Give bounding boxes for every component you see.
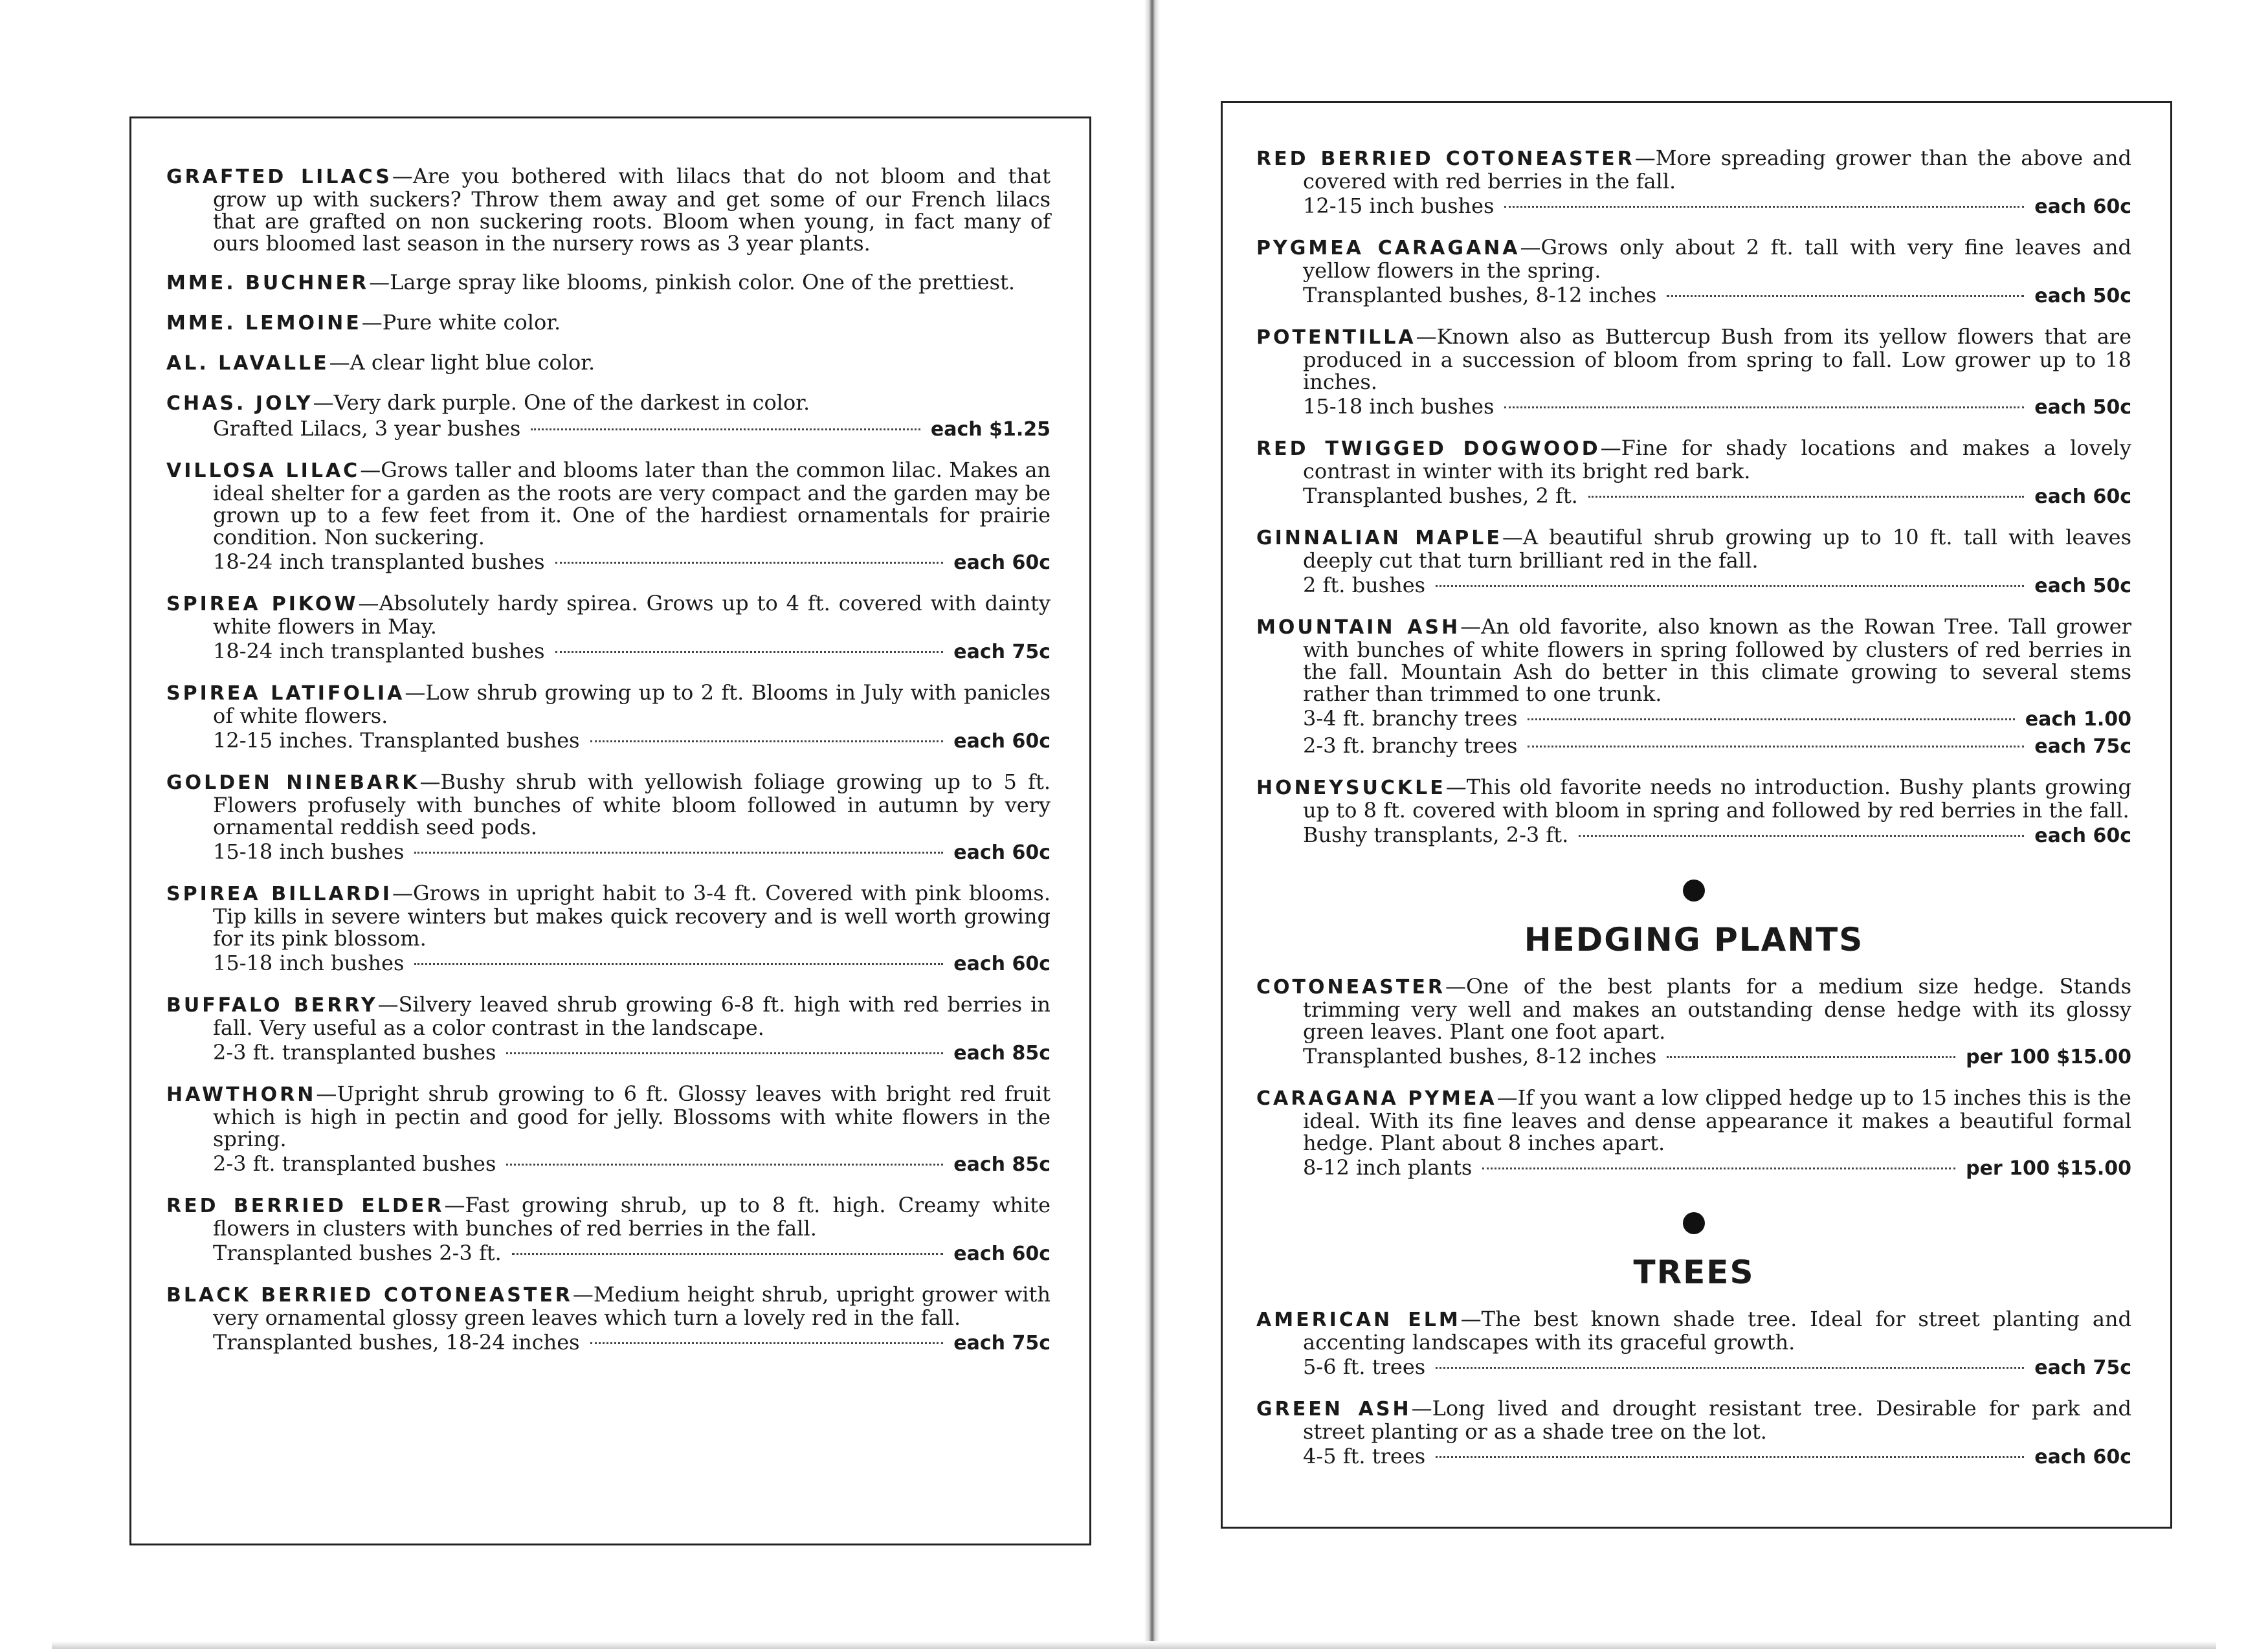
size-label: Transplanted bushes, 18-24 inches [213, 1330, 580, 1355]
size-label: Transplanted bushes, 8-12 inches [1303, 283, 1657, 307]
price-value: each 75c [2034, 1356, 2131, 1379]
plant-description: —If you want a low clipped hedge up to 15 inches this is the ideal. With its fine leaves and dense appearance it makes a beautiful formal hedge. Plant about 8 inches apart. [1303, 1085, 2131, 1155]
size-label: 5-6 ft. trees [1303, 1355, 1426, 1379]
price-value: per 100 $15.00 [1966, 1157, 2131, 1180]
entry-description [166, 459, 1051, 548]
catalog-entry [1256, 236, 2131, 309]
plant-name: VILLOSA LILAC [166, 459, 361, 482]
plant-name: RED TWIGGED DOGWOOD [1256, 437, 1601, 460]
entry-description [166, 311, 1051, 335]
entry-description [166, 1083, 1051, 1150]
entry-description [166, 1194, 1051, 1239]
catalog-entry [1256, 975, 2131, 1070]
dot-leader [531, 428, 920, 430]
size-label: 4-5 ft. trees [1303, 1444, 1426, 1468]
plant-name: SPIREA BILLARDI [166, 883, 392, 905]
size-label: 18-24 inch transplanted bushes [213, 549, 545, 574]
plant-name: PYGMEA CARAGANA [1256, 237, 1520, 260]
hedging-plants-list [1256, 975, 2131, 1181]
catalog-entry [166, 681, 1051, 754]
entry-description [1256, 526, 2131, 571]
catalog-entry [166, 351, 1051, 375]
plant-name: COTONEASTER [1256, 976, 1445, 999]
dot-leader [1667, 295, 2024, 297]
price-line [213, 1330, 1051, 1356]
dot-leader [590, 1342, 944, 1344]
dot-leader [1504, 406, 2024, 408]
price-line [213, 549, 1051, 575]
size-label: 12-15 inch bushes [1303, 194, 1495, 218]
dot-leader [1528, 718, 2014, 720]
catalog-entry [166, 1283, 1051, 1356]
entry-description [166, 165, 1051, 254]
dot-leader [555, 562, 944, 564]
catalog-entry [166, 882, 1051, 977]
price-line [1303, 733, 2131, 759]
plant-description: —Medium height shrub, upright grower with very ornamental glossy green leaves which turn a lovely red in the fall. [213, 1282, 1051, 1330]
size-label: 2 ft. bushes [1303, 573, 1426, 597]
plant-name: GINNALIAN MAPLE [1256, 527, 1502, 549]
size-label: Bushy transplants, 2-3 ft. [1303, 823, 1569, 847]
book-spine [1144, 0, 1160, 1649]
entry-description [166, 271, 1051, 294]
plant-description: —Grows in upright habit to 3-4 ft. Covered with pink blooms. Tip kills in severe winters but makes quick recovery and is well worth growing for its pink blossom. [213, 881, 1051, 951]
price-value: each 60c [2034, 825, 2131, 847]
plant-name: SPIREA LATIFOLIA [166, 682, 405, 705]
catalog-entry [166, 459, 1051, 575]
price-value: each 85c [953, 1153, 1051, 1176]
size-label: 12-15 inches. Transplanted bushes [213, 728, 580, 753]
price-value: each 85c [953, 1042, 1051, 1065]
dot-leader [506, 1164, 943, 1166]
plant-description: —A beautiful shrub growing up to 10 ft. tall with leaves deeply cut that turn brilliant red in the fall. [1303, 525, 2131, 573]
plant-description: —Long lived and drought resistant tree. Desirable for park and street planting or as a shade tree on the lot. [1303, 1396, 2132, 1444]
price-value: each 50c [2034, 575, 2131, 597]
catalog-entry [166, 271, 1051, 294]
dot-leader [1667, 1056, 1955, 1058]
entry-description [166, 351, 1051, 375]
entry-description [1256, 776, 2131, 821]
price-value: each 75c [953, 1332, 1051, 1355]
price-line [213, 1241, 1051, 1267]
entry-description [166, 592, 1051, 637]
catalog-entry [166, 311, 1051, 335]
catalog-entry [1256, 526, 2131, 599]
price-value: each 60c [953, 1243, 1051, 1265]
price-line [1303, 194, 2131, 219]
plant-description: —Are you bothered with lilacs that do not bloom and that grow up with suckers? Throw them away and get some of our French lilacs that are grafted on non suckering roots. Bloom when young, in fact many of ours bloomed last season in the nursery rows as 3 year plants. [213, 164, 1051, 256]
size-label: Transplanted bushes, 2 ft. [1303, 483, 1578, 508]
plant-description: —More spreading grower than the above and covered with red berries in the fall. [1303, 146, 2131, 194]
catalog-entry [166, 165, 1051, 254]
size-label: 8-12 inch plants [1303, 1155, 1473, 1180]
catalog-entry [166, 771, 1051, 865]
dot-leader [414, 963, 943, 965]
plant-name: RED BERRIED COTONEASTER [1256, 148, 1635, 170]
plant-description: —An old favorite, also known as the Rowan Tree. Tall grower with bunches of white flowers in spring followed by clusters of red berries in the fall. Mountain Ash do better in this climate growing to several stems rather than trimmed to one trunk. [1303, 614, 2131, 706]
catalog-entry [1256, 147, 2131, 219]
plant-name: SPIREA PIKOW [166, 593, 359, 615]
dot-leader [506, 1052, 943, 1054]
plant-name: AMERICAN ELM [1256, 1309, 1461, 1331]
price-line [1303, 706, 2131, 732]
trees-heading: TREES [1633, 1254, 1755, 1291]
plant-description: —Fine for shady locations and makes a lovely contrast in winter with its bright red bark. [1303, 436, 2131, 483]
entry-description [166, 771, 1051, 838]
plant-description: —Very dark purple. One of the darkest in color. [313, 390, 810, 415]
section-bullet-icon [1683, 880, 1705, 902]
price-line [213, 1151, 1051, 1177]
dot-leader [1436, 1367, 2024, 1369]
price-value: each 60c [2034, 1446, 2131, 1468]
plant-description: —Absolutely hardy spirea. Grows up to 4 ft. covered with dainty white flowers in May. [213, 591, 1051, 639]
entry-description [1256, 236, 2131, 282]
price-value: each 60c [953, 730, 1051, 753]
plant-name: MME. BUCHNER [166, 272, 370, 294]
price-value: each 60c [953, 841, 1051, 864]
size-label: 2-3 ft. branchy trees [1303, 733, 1518, 758]
size-label: 3-4 ft. branchy trees [1303, 706, 1518, 731]
plant-name: POTENTILLA [1256, 326, 1416, 349]
size-label: Transplanted bushes 2-3 ft. [213, 1241, 502, 1265]
price-line [213, 416, 1051, 442]
entry-description [166, 993, 1051, 1039]
plant-name: GRAFTED LILACS [166, 166, 392, 188]
entry-description [166, 681, 1051, 727]
plant-description: —Bushy shrub with yellowish foliage growing up to 5 ft. Flowers profusely with bunches of white bloom followed in autumn by very ornamental reddish seed pods. [213, 769, 1051, 839]
dot-leader [512, 1253, 943, 1255]
price-line [213, 728, 1051, 754]
dot-leader [1528, 746, 2024, 747]
dot-leader [1504, 206, 2024, 208]
price-line [213, 639, 1051, 665]
price-value: per 100 $15.00 [1966, 1046, 2131, 1068]
catalog-entry [166, 993, 1051, 1066]
plant-name: AL. LAVALLE [166, 352, 329, 375]
price-line [213, 951, 1051, 977]
plant-description: —Fast growing shrub, up to 8 ft. high. Creamy white flowers in clusters with bunches of red berries in the fall. [213, 1193, 1051, 1241]
plant-name: CARAGANA PYMEA [1256, 1087, 1497, 1110]
plant-description: —This old favorite needs no introduction. Bushy plants growing up to 8 ft. covered with bloom in spring and followed by red berries in the fall. [1303, 775, 2131, 823]
price-line [1303, 1155, 2131, 1181]
price-value: each $1.25 [930, 418, 1051, 441]
plant-description: —Upright shrub growing to 6 ft. Glossy leaves with bright red fruit which is high in pectin and good for jelly. Blossoms with white flowers in the spring. [213, 1081, 1051, 1151]
plant-description: —A clear light blue color. [329, 350, 595, 375]
catalog-entry [166, 1083, 1051, 1177]
plant-name: RED BERRIED ELDER [166, 1195, 445, 1217]
price-line [1303, 823, 2131, 848]
catalog-entry [166, 1194, 1051, 1267]
entry-description [1256, 437, 2131, 482]
catalog-entry [1256, 615, 2131, 759]
dot-leader [414, 852, 943, 854]
size-label: 15-18 inch bushes [1303, 394, 1495, 419]
shrub-list-continued [1256, 147, 2131, 848]
left-page-panel [129, 116, 1091, 1545]
entry-description [166, 1283, 1051, 1329]
price-line [213, 1040, 1051, 1066]
plant-description: —Grows taller and blooms later than the common lilac. Makes an ideal shelter for a garden as the roots are very compact and the garden may be grown up to a few feet from it. One of the hardiest ornamentals for prairie condition. Non suckering. [213, 458, 1051, 549]
plant-name: CHAS. JOLY [166, 392, 313, 415]
plant-description: —Large spray like blooms, pinkish color. One of the prettiest. [369, 270, 1016, 294]
entry-description [1256, 1087, 2131, 1154]
dot-leader [555, 651, 944, 653]
catalog-entry [1256, 1308, 2131, 1380]
price-value: each 60c [2034, 195, 2131, 218]
entry-description [1256, 615, 2131, 705]
plant-description: —Silvery leaved shrub growing 6-8 ft. high with red berries in fall. Very useful as a color contrast in the landscape. [213, 992, 1051, 1040]
price-value: each 60c [953, 953, 1051, 975]
plant-name: BUFFALO BERRY [166, 994, 378, 1017]
catalog-entry [1256, 437, 2131, 509]
plant-name: HAWTHORN [166, 1083, 317, 1106]
price-line [1303, 283, 2131, 309]
price-value: each 75c [953, 641, 1051, 663]
dot-leader [1579, 835, 2024, 837]
section-bullet-icon [1683, 1212, 1705, 1234]
dot-leader [1436, 1456, 2024, 1458]
size-label: 2-3 ft. transplanted bushes [213, 1040, 496, 1065]
entry-description [1256, 147, 2131, 192]
price-line [213, 839, 1051, 865]
entry-description [1256, 1308, 2131, 1353]
price-value: each 75c [2034, 735, 2131, 758]
page-edge-shadow [52, 1641, 2216, 1649]
size-label: 15-18 inch bushes [213, 839, 405, 864]
plant-description: —Grows only about 2 ft. tall with very fine leaves and yellow flowers in the spring. [1303, 235, 2131, 283]
plant-name: GOLDEN NINEBARK [166, 771, 420, 794]
plant-name: BLACK BERRIED COTONEASTER [166, 1284, 573, 1307]
catalog-entry [1256, 1087, 2131, 1181]
price-value: each 60c [953, 551, 1051, 574]
price-line [1303, 1355, 2131, 1380]
catalog-entry [166, 392, 1051, 442]
catalog-entry [1256, 776, 2131, 848]
entry-description [166, 882, 1051, 949]
plant-name: GREEN ASH [1256, 1398, 1412, 1421]
catalog-entry [166, 592, 1051, 665]
plant-name: MME. LEMOINE [166, 312, 362, 335]
plant-description: —Low shrub growing up to 2 ft. Blooms in July with panicles of white flowers. [213, 680, 1051, 728]
dot-leader [1482, 1168, 1955, 1169]
price-value: each 50c [2034, 285, 2131, 307]
size-label: 2-3 ft. transplanted bushes [213, 1151, 496, 1176]
entry-description [1256, 1397, 2131, 1443]
trees-list [1256, 1308, 2131, 1470]
entry-description [1256, 326, 2131, 393]
dot-leader [1436, 585, 2024, 587]
dot-leader [590, 740, 944, 742]
plant-name: HONEYSUCKLE [1256, 777, 1446, 799]
entry-description [166, 392, 1051, 415]
plant-description: —One of the best plants for a medium size hedge. Stands trimming very well and makes an outstanding dense hedge with its glossy green leaves. Plant one foot apart. [1303, 974, 2131, 1044]
price-line [1303, 1444, 2131, 1470]
size-label: 15-18 inch bushes [213, 951, 405, 975]
price-value: each 1.00 [2025, 708, 2131, 731]
catalog-entry [1256, 326, 2131, 420]
entry-description [1256, 975, 2131, 1043]
plant-description: —The best known shade tree. Ideal for street planting and accenting landscapes with its graceful growth. [1303, 1307, 2132, 1355]
price-line [1303, 394, 2131, 420]
price-line [1303, 573, 2131, 599]
right-page-panel [1221, 101, 2172, 1529]
price-line [1303, 483, 2131, 509]
size-label: Grafted Lilacs, 3 year bushes [213, 416, 521, 441]
price-value: each 60c [2034, 485, 2131, 508]
dot-leader [1588, 496, 2024, 498]
catalog-entry [1256, 1397, 2131, 1470]
plant-description: —Known also as Buttercup Bush from its yellow flowers that are produced in a succession of bloom from spring to fall. Low grower up to 18 inches. [1303, 324, 2131, 394]
size-label: 18-24 inch transplanted bushes [213, 639, 545, 663]
price-line [1303, 1044, 2131, 1070]
plant-description: —Pure white color. [361, 310, 561, 335]
plant-name: MOUNTAIN ASH [1256, 616, 1461, 639]
size-label: Transplanted bushes, 8-12 inches [1303, 1044, 1657, 1068]
hedging-plants-heading: HEDGING PLANTS [1524, 921, 1864, 958]
price-value: each 50c [2034, 396, 2131, 419]
